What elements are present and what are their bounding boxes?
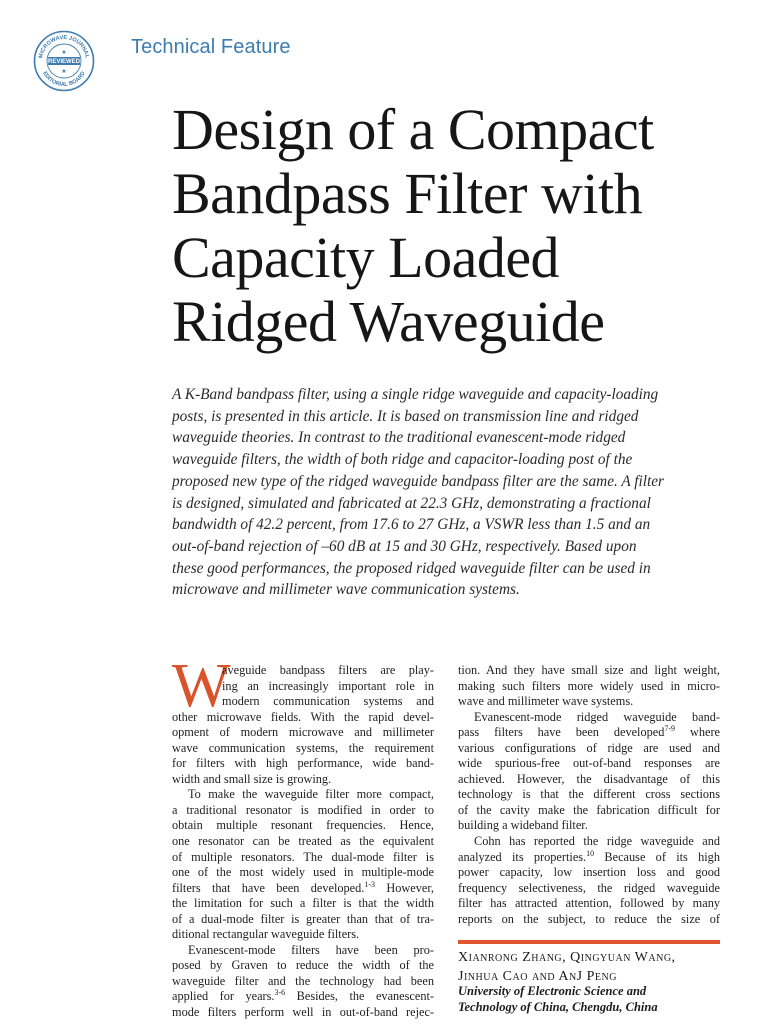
body-text-line: modern communication systems and <box>222 694 434 709</box>
affiliation-line: University of Electronic Science and <box>458 984 647 998</box>
abstract-line: waveguide filters, the width of both ridge and capacitor-loading post of the <box>172 451 633 469</box>
abstract <box>172 384 710 601</box>
title-line: Bandpass Filter with <box>172 161 643 226</box>
abstract-line: out-of-band rejection of –60 dB at 15 and 30 GHz, respectively. Based upon <box>172 537 637 555</box>
body-text-line: building a wideband filter. <box>458 818 588 833</box>
svg-text:★: ★ <box>61 69 67 75</box>
body-column-right <box>458 663 720 927</box>
body-text-line: wave communication systems, the requirement <box>172 740 434 755</box>
article-title <box>172 98 752 354</box>
body-text-line: of multiple resonators. The dual-mode filter is <box>172 849 434 864</box>
body-text-line: making such filters more widely used in micro- <box>458 678 720 693</box>
body-text-line: filter has attracted attention, followed by many <box>458 896 720 911</box>
body-text-line: achieved. However, the disadvantage of this <box>458 771 720 786</box>
body-text-line: various configurations of ridge are used and <box>458 740 720 755</box>
body-text-line: for filters with high performance, wide band- <box>172 756 434 771</box>
body-text-line: wide spurious-free out-of-band responses are <box>458 756 720 771</box>
section-label: Technical Feature <box>131 36 291 58</box>
body-text-line: reports on the subject, to reduce the size of <box>458 911 720 926</box>
seal-top-text: MICROWAVE JOURNAL <box>38 34 90 59</box>
body-text-line: of a dual-mode filter is greater than that of tra- <box>172 911 434 926</box>
body-text-line: one of the most widely used in multiple-mode <box>172 865 434 880</box>
abstract-line: is designed, simulated and fabricated at 22.3 GHz, demonstrating a fractional <box>172 494 651 512</box>
abstract-line: bandwidth of 42.2 percent, from 17.6 to 27 GHz, a VSWR less than 1.5 and an <box>172 516 651 534</box>
author-line: Jinhua Cao and AnJ Peng <box>458 969 617 984</box>
citation-superscript: 1-3 <box>364 879 376 889</box>
body-text-line: applied for years.$^{3-6}$ Besides, the evanescent- <box>172 988 435 1004</box>
citation-superscript: 3-6 <box>274 988 286 998</box>
body-text-line: technology is that the different cross sections <box>458 787 720 802</box>
seal-center-text: REVIEWED <box>47 59 81 66</box>
body-text-line: To make the waveguide filter more compact, <box>188 787 434 802</box>
citation-superscript: 10 <box>586 848 595 858</box>
body-text-line: Evanescent-mode ridged waveguide band- <box>474 709 720 724</box>
author-rule <box>458 940 720 944</box>
affiliation-line: Technology of China, Chengdu, China <box>458 1000 658 1014</box>
body-text-line: pass filters have been developed$^{7-9}$ where <box>458 724 720 740</box>
body-text-line: ing an increasingly important role in <box>222 678 434 693</box>
body-text-line: Cohn has reported the ridge waveguide and <box>474 834 720 849</box>
body-text-line: frequency selectiveness, the ridged waveguide <box>458 880 720 895</box>
abstract-line: A K-Band bandpass filter, using a single ridge waveguide and capacity-loading <box>172 386 659 403</box>
reviewed-seal-logo <box>33 30 95 92</box>
authors <box>458 948 728 986</box>
body-text-line: aveguide bandpass filters are play- <box>222 663 434 677</box>
body-text-line: obtain multiple resonant frequencies. Hence, <box>172 818 434 833</box>
author-line: Xianrong Zhang, Qingyuan Wang, <box>458 950 676 965</box>
drop-cap: W <box>172 652 231 720</box>
body-text-line: tion. And they have small size and light weight, <box>458 663 720 677</box>
title-line: Ridged Waveguide <box>172 289 605 354</box>
body-text-line: one resonator can be treated as the equivalent <box>172 834 434 849</box>
affiliation <box>458 983 728 1015</box>
abstract-line: microwave and millimeter wave communication systems. <box>172 581 520 599</box>
body-text-line: analyzed its properties.$^{10}$ Because of its high <box>458 848 720 864</box>
body-text-line: ditional rectangular waveguide filters. <box>172 927 360 942</box>
title-line: Capacity Loaded <box>172 225 560 290</box>
body-text-line: power capacity, low insertion loss and good <box>458 865 720 880</box>
seal-bottom-text: EDITORIAL BOARD <box>41 70 87 89</box>
body-column-left <box>172 663 434 1021</box>
body-text-line: waveguide filter and the technology had been <box>172 973 434 988</box>
body-text-line: wave and millimeter wave systems. <box>458 694 634 709</box>
citation-superscript: 7-9 <box>664 724 676 734</box>
body-text-line: a traditional resonator is modified in order to <box>172 802 434 817</box>
body-text-line: Evanescent-mode filters have been pro- <box>188 942 434 957</box>
body-text-line: filters that have been developed.$^{1-3}$ However, <box>172 879 434 895</box>
abstract-line: posts, is presented in this article. It is based on transmission line and ridged <box>172 407 639 425</box>
abstract-line: these good performances, the proposed ridged waveguide filter can be used in <box>172 559 651 577</box>
body-text-line: other microwave fields. With the rapid devel- <box>172 709 434 724</box>
body-text-line: mode filters perform well in out-of-band rejec- <box>172 1005 434 1020</box>
svg-text:★: ★ <box>61 50 67 56</box>
body-text-line: width and small size is growing. <box>172 771 332 786</box>
title-line: Design of a Compact <box>172 97 654 162</box>
body-text-line: of the cavity make the fabrication difficult for <box>458 802 720 817</box>
body-text-line: posed by Graven to reduce the width of the <box>172 958 434 973</box>
body-text-line: opment of modern microwave and millimeter <box>172 725 434 740</box>
body-text-line: the limitation for such a filter is that the width <box>172 896 434 911</box>
abstract-line: waveguide theories. In contrast to the traditional evanescent-mode ridged <box>172 429 626 447</box>
abstract-line: proposed new type of the ridged waveguide bandpass filter are the same. A filter <box>172 472 664 490</box>
